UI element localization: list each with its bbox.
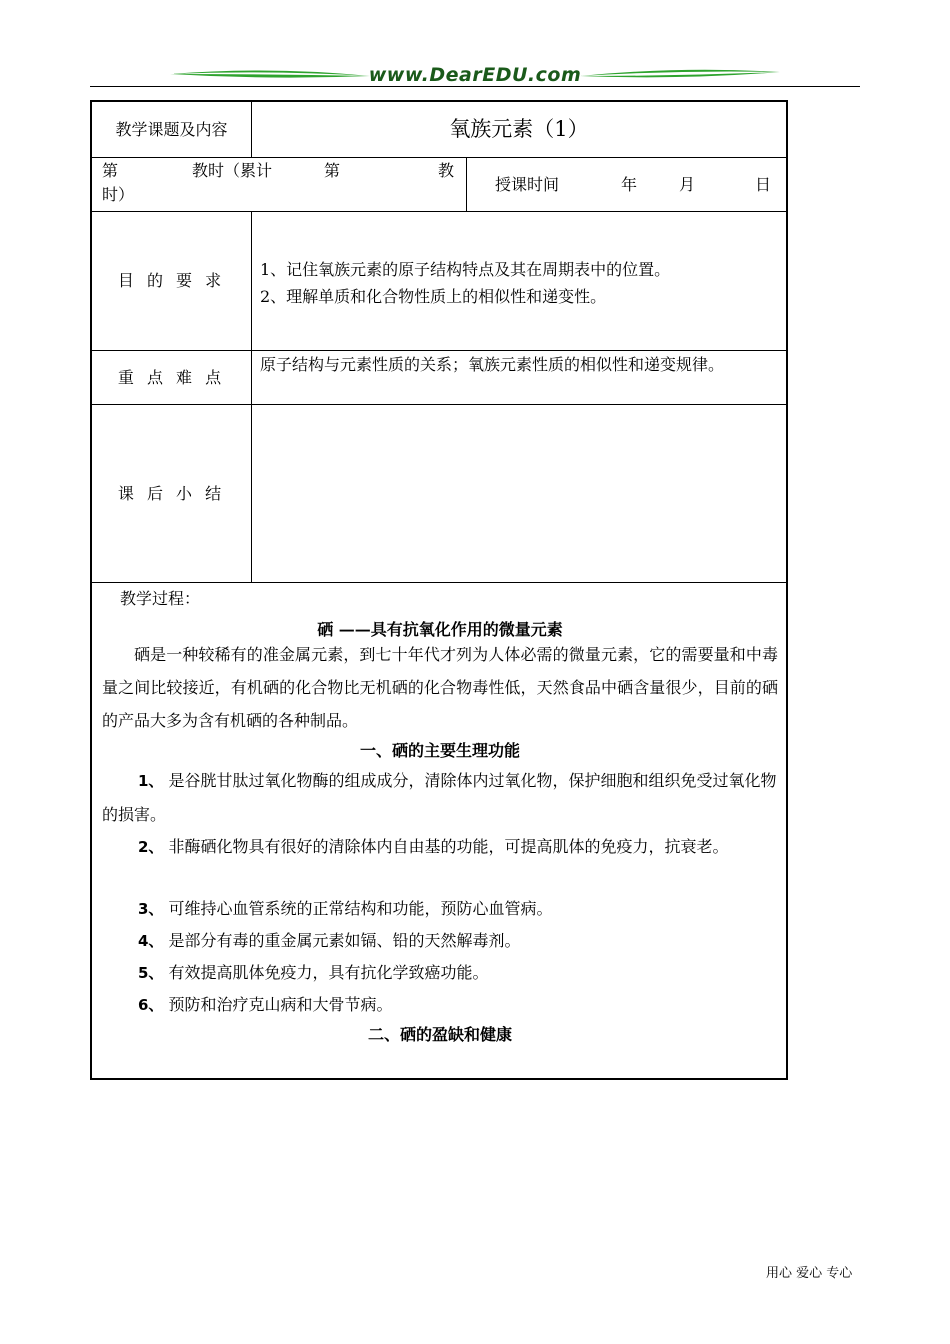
function-item — [102, 988, 778, 1022]
header-rule — [90, 86, 860, 87]
logo-text: www.DearEDU.com — [368, 64, 582, 86]
function-item — [102, 764, 778, 831]
function-text: 可维持心血管系统的正常结构和功能，预防心血管病。 — [168, 899, 553, 918]
function-text: 非酶硒化物具有很好的清除体内自由基的功能，可提高肌体的免疫力，抗衰老。 — [168, 837, 729, 856]
function-item — [102, 924, 778, 958]
lesson-shi: 时） — [102, 185, 135, 204]
lesson-di2: 第 — [324, 161, 341, 180]
teach-year: 年 — [621, 175, 638, 194]
teach-time-label: 授课时间 — [495, 175, 560, 194]
lesson-di: 第 — [102, 161, 119, 180]
lesson-jiaoshi: 教时（累计 — [192, 161, 273, 180]
topic-title: 氧族元素（1） — [449, 117, 589, 141]
section2-title: 二、硒的盈缺和健康 — [367, 1025, 512, 1044]
process-label: 教学过程： — [120, 589, 201, 608]
function-text: 有效提高肌体免疫力，具有抗化学致癌功能。 — [168, 963, 489, 982]
lesson-jiao: 教 — [438, 161, 455, 180]
topic-label: 教学课题及内容 — [115, 120, 228, 139]
footer-text: 用心 爱心 专心 — [766, 1266, 853, 1281]
function-text: 是部分有毒的重金属元素如镉、铅的天然解毒剂。 — [168, 931, 521, 950]
function-num: 3、 — [138, 900, 164, 918]
goal-item: 1、记住氧族元素的原子结构特点及其在周期表中的位置。 — [260, 260, 671, 279]
function-num: 6、 — [138, 996, 164, 1014]
teach-month: 月 — [679, 175, 696, 194]
key-label: 重 点 难 点 — [117, 368, 226, 387]
lesson-count — [92, 160, 466, 210]
function-item — [102, 892, 778, 926]
process-title: 硒 ——具有抗氧化作用的微量元素 — [317, 620, 563, 639]
goals-label: 目 的 要 求 — [117, 271, 226, 290]
summary-content — [252, 405, 786, 582]
process-intro: 硒是一种较稀有的准金属元素，到七十年代才列为人体必需的微量元素，它的需要量和中毒量之间比较接近，有机硒的化合物比无机硒的化合物毒性低，天然食品中硒含量很少，目前的硒的产品大多为含有机硒的各种制品。 — [102, 645, 778, 730]
section1-title: 一、硒的主要生理功能 — [359, 741, 520, 760]
function-text: 是谷胱甘肽过氧化物酶的组成成分，清除体内过氧化物，保护细胞和组织免受过氧化物的损害。 — [102, 771, 777, 824]
function-num: 1、 — [138, 772, 164, 790]
function-item — [102, 956, 778, 990]
summary-label: 课 后 小 结 — [117, 484, 226, 503]
function-num: 4、 — [138, 932, 164, 950]
goals-list — [260, 256, 780, 310]
teach-time — [467, 158, 786, 211]
function-text: 预防和治疗克山病和大骨节病。 — [168, 995, 393, 1014]
key-text: 原子结构与元素性质的关系；氧族元素性质的相似性和递变规律。 — [260, 355, 725, 374]
function-num: 5、 — [138, 964, 164, 982]
teach-day: 日 — [755, 175, 772, 194]
right-swoosh-icon — [580, 68, 780, 80]
goal-item: 2、理解单质和化合物性质上的相似性和递变性。 — [260, 287, 607, 306]
lesson-plan-table — [90, 100, 788, 1080]
function-num: 2、 — [138, 838, 164, 856]
function-item — [102, 830, 778, 864]
